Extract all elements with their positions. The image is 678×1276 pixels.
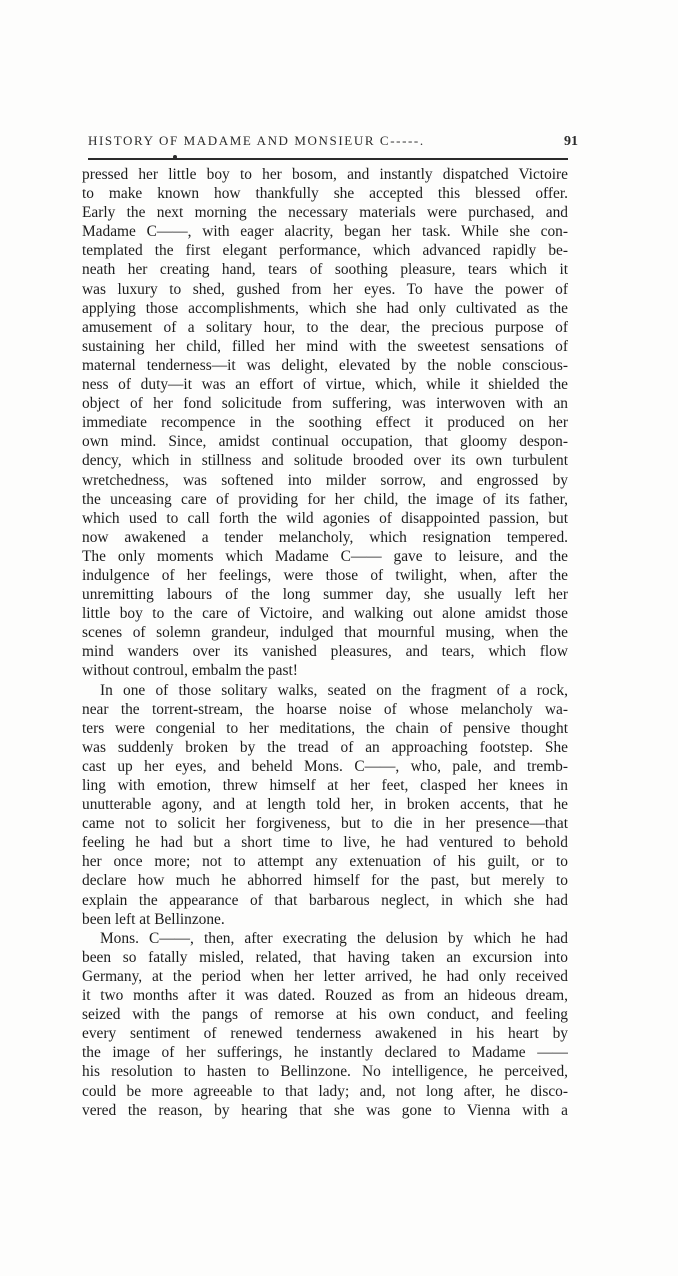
text-line: explain the appearance of that barbarous neglect, in which she had	[82, 891, 568, 909]
body-text	[82, 165, 568, 1120]
text-line: Early the next morning the necessary materials were purchased, and	[82, 204, 568, 222]
text-line: feeling he had but a short time to live, he had ventured to behold	[82, 834, 568, 852]
text-line: dency, which in stillness and solitude brooded over its own turbulent	[82, 452, 568, 470]
text-line: cast up her eyes, and beheld Mons. C——, who, pale, and tremb-	[82, 757, 568, 775]
text-line: the unceasing care of providing for her child, the image of its father,	[82, 490, 568, 508]
text-line: unutterable agony, and at length told her, in broken accents, that he	[82, 796, 568, 814]
page-header	[88, 133, 578, 150]
text-line: the image of her sufferings, he instantly declared to Madame ——	[82, 1044, 568, 1062]
text-line: now awakened a tender melancholy, which resignation tempered.	[82, 528, 568, 546]
text-line: declare how much he abhorred himself for the past, but merely to	[82, 872, 568, 890]
text-line: her once more; not to attempt any extenuation of his guilt, or to	[82, 853, 568, 871]
text-line: could be more agreeable to that lady; and, not long after, he disco-	[82, 1082, 568, 1100]
text-line: In one of those solitary walks, seated on the fragment of a rock,	[100, 681, 568, 699]
text-line: came not to solicit her forgiveness, but to die in her presence—that	[82, 815, 568, 833]
text-line: was suddenly broken by the tread of an approaching footstep. She	[82, 738, 568, 756]
text-line: Madame C——, with eager alacrity, began her task. While she con-	[82, 223, 568, 241]
text-line: maternal tenderness—it was delight, elevated by the noble conscious-	[82, 356, 568, 374]
text-line: amusement of a solitary hour, to the dear, the precious purpose of	[82, 318, 568, 336]
text-line: which used to call forth the wild agonies of disappointed passion, but	[82, 509, 568, 527]
text-line: mind wanders over its vanished pleasures, and tears, which flow	[82, 643, 568, 661]
text-line: every sentiment of renewed tenderness awakened in his heart by	[82, 1025, 568, 1043]
text-line: sustaining her child, filled her mind with the sweetest sensations of	[82, 337, 568, 355]
text-line: to make known how thankfully she accepted this blessed offer.	[82, 185, 568, 203]
text-line: seized with the pangs of remorse at his own conduct, and feeling	[82, 1006, 568, 1024]
header-rule-mark	[173, 155, 177, 159]
text-line: Germany, at the period when her letter arrived, he had only received	[82, 967, 568, 985]
text-line: scenes of solemn grandeur, indulged that mournful musing, when the	[82, 624, 568, 642]
text-line: object of her fond solicitude from suffering, was interwoven with an	[82, 395, 568, 413]
text-line: ness of duty—it was an effort of virtue, which, while it shielded the	[82, 376, 568, 394]
text-line: been so fatally misled, related, that having taken an excursion into	[82, 948, 568, 966]
text-line: indulgence of her feelings, were those of twilight, when, after the	[82, 566, 568, 584]
text-line: own mind. Since, amidst continual occupation, that gloomy despon-	[82, 433, 568, 451]
text-line: little boy to the care of Victoire, and walking out alone amidst those	[82, 605, 568, 623]
header-rule	[88, 158, 568, 160]
text-line: The only moments which Madame C—— gave to leisure, and the	[82, 547, 568, 565]
text-line: Mons. C——, then, after execrating the delusion by which he had	[100, 929, 568, 947]
text-line: his resolution to hasten to Bellinzone. No intelligence, he perceived,	[82, 1063, 568, 1081]
text-line: near the torrent-stream, the hoarse noise of whose melancholy wa-	[82, 700, 568, 718]
page-number: 91	[564, 134, 578, 149]
text-line: unremitting labours of the long summer day, she usually left her	[82, 586, 568, 604]
running-title: HISTORY OF MADAME AND MONSIEUR C-----.	[88, 133, 425, 148]
text-line: ling with emotion, threw himself at her feet, clasped her knees in	[82, 777, 568, 794]
text-line: immediate recompence in the soothing effect it produced on her	[82, 414, 568, 432]
text-line: without controul, embalm the past!	[82, 662, 298, 680]
text-line: wretchedness, was softened into milder sorrow, and engrossed by	[82, 471, 568, 489]
text-line: neath her creating hand, tears of soothing pleasure, tears which it	[82, 261, 568, 279]
text-line: applying those accomplishments, which she had only cultivated as the	[82, 299, 568, 317]
text-line: vered the reason, by hearing that she was gone to Vienna with a	[82, 1101, 568, 1119]
text-line: pressed her little boy to her bosom, and instantly dispatched Victoire	[82, 166, 568, 183]
text-line: was luxury to shed, gushed from her eyes. To have the power of	[82, 280, 568, 298]
text-line: been left at Bellinzone.	[82, 910, 225, 928]
text-line: it two months after it was dated. Rouzed as from an hideous dream,	[82, 987, 568, 1005]
text-line: templated the first elegant performance, which advanced rapidly be-	[82, 242, 568, 260]
text-line: ters were congenial to her meditations, the chain of pensive thought	[82, 719, 568, 737]
